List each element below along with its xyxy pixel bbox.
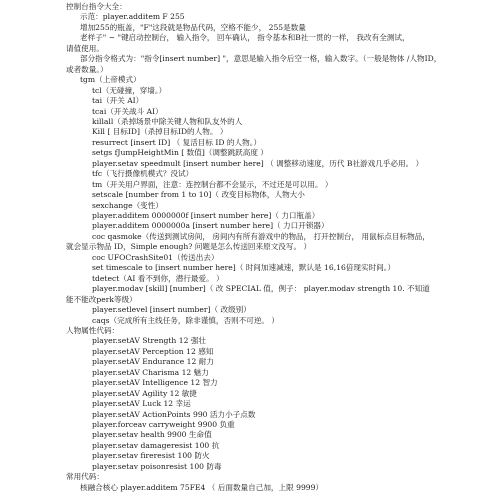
text-line: resurrect [insert ID] （ 复活目标 ID 的人物。） bbox=[92, 137, 262, 147]
text-line: player.modav [skill] [number]（ 改 SPECIAL 值，例子： player.modav strength 10. 不知道 bbox=[92, 284, 430, 294]
text-line: 控制台指令大全： bbox=[66, 2, 127, 11]
text-line: player.setAV Strength 12 强壮 bbox=[92, 336, 207, 346]
text-line: tdetect（AI 看不到你，潜行最爱。 ） bbox=[92, 273, 224, 283]
text-line: tai（开关 AI） bbox=[92, 96, 144, 105]
text-line: 核融合核心 player.additem 75FE4 （ 后面数量自己加，上限 9999） bbox=[80, 482, 324, 492]
text-line: player.forceav carryweight 9900 负重 bbox=[92, 420, 235, 429]
text-line: 增加255的瓶盖，"F"这段就是物品代码，空格不能少， 255是数量 bbox=[80, 22, 306, 32]
text-line: 就会显示物品 ID，Simple enough? 问题是怎么传送回来原文没写。 ） bbox=[66, 242, 312, 252]
text-line: Kill [ 目标ID]（杀掉目标ID的人物。 ） bbox=[92, 127, 228, 137]
text-line: killall（杀掉场景中除关键人物和队友外的人 bbox=[92, 116, 243, 126]
text-line: setscale [number from 1 to 10]（ 改变目标物体，人物大小 bbox=[92, 190, 305, 200]
text-line: 部分指令格式为："指令[insert number] "，意思是输入指令后空一格，输入数字。（一般是物体 /人物ID， bbox=[80, 54, 442, 64]
text-line: player.setav speedmult [insert number here] （ 调整移动速度，历代 B社游戏几乎必用。 ） bbox=[92, 158, 424, 168]
text-line: coc qasmoke（传送到测试房间， 房间内有所有游戏中的物品， 打开控制台， 用鼠标点目标物品， bbox=[92, 231, 430, 241]
text-line: player.setlevel [insert number]（ 改级别） bbox=[92, 305, 251, 314]
text-line: player.setAV Perception 12 感知 bbox=[92, 346, 214, 356]
text-line: player.setav fireresist 100 防火 bbox=[92, 451, 210, 461]
text-line: set timescale to [insert number here]（ 时间加速减速，默认是 16,16倍现实时间。） bbox=[92, 263, 396, 273]
text-line: player.setav poisonresist 100 防毒 bbox=[92, 461, 222, 471]
text-line: player.setAV ActionPoints 990 活力小子点数 bbox=[92, 409, 256, 419]
text-line: 请值使用。 bbox=[66, 43, 104, 53]
text-line: player.setAV Agility 12 敏捷 bbox=[92, 388, 197, 398]
text-line: tcl（无碰撞，穿墙。） bbox=[92, 85, 167, 95]
text-line: tgm（上帝模式） bbox=[80, 75, 141, 85]
text-line: setgs fJumpHeightMin [ 数值]（调整跳跃高度 ） bbox=[92, 148, 268, 158]
text-line: player.setav health 9900 生命值 bbox=[92, 430, 212, 440]
text-line: tfc（飞行摄像机模式？没试） bbox=[92, 169, 194, 179]
text-line: caqs（完成所有主线任务，除非谨慎，否则不可逆。 ） bbox=[92, 315, 280, 325]
text-line: 能不能改perk等级） bbox=[66, 294, 137, 304]
text-line: tm（开关用户界面，注意：连控制台都不会显示，不过还是可以用。 ） bbox=[92, 179, 333, 189]
text-line: 人物属性代码： bbox=[66, 325, 120, 335]
text-line: sexchange（变性） bbox=[92, 200, 163, 210]
text-line: player.additem 0000000a [insert number here]（ 力口开锁器） bbox=[92, 221, 329, 231]
text-line: player.setAV Intelligence 12 智力 bbox=[92, 378, 218, 388]
text-line: coc UFOCrashSite01（传送出去） bbox=[92, 252, 219, 262]
text-line: tcai（开关战斗 AI） bbox=[92, 106, 163, 116]
text-line: player.setAV Charisma 12 魅力 bbox=[92, 367, 209, 377]
text-line: player.setAV Endurance 12 耐力 bbox=[92, 357, 214, 367]
text-line: 示范：player.additem F 255 bbox=[80, 12, 185, 22]
text-line: 常用代码： bbox=[66, 472, 104, 482]
text-line: 老样子" ~ "键启动控制台， 输入指令， 回车确认， 指令基本和B社一贯的一样， 我改有全测试， bbox=[80, 33, 410, 43]
text-line: player.setav damageresist 100 抗 bbox=[92, 440, 220, 450]
text-line: 或者数量。） bbox=[66, 64, 108, 74]
text-line: player.setAV Luck 12 幸运 bbox=[92, 399, 191, 409]
text-line: player.additem 0000000f [insert number here]（ 力口瓶盖） bbox=[92, 211, 320, 220]
